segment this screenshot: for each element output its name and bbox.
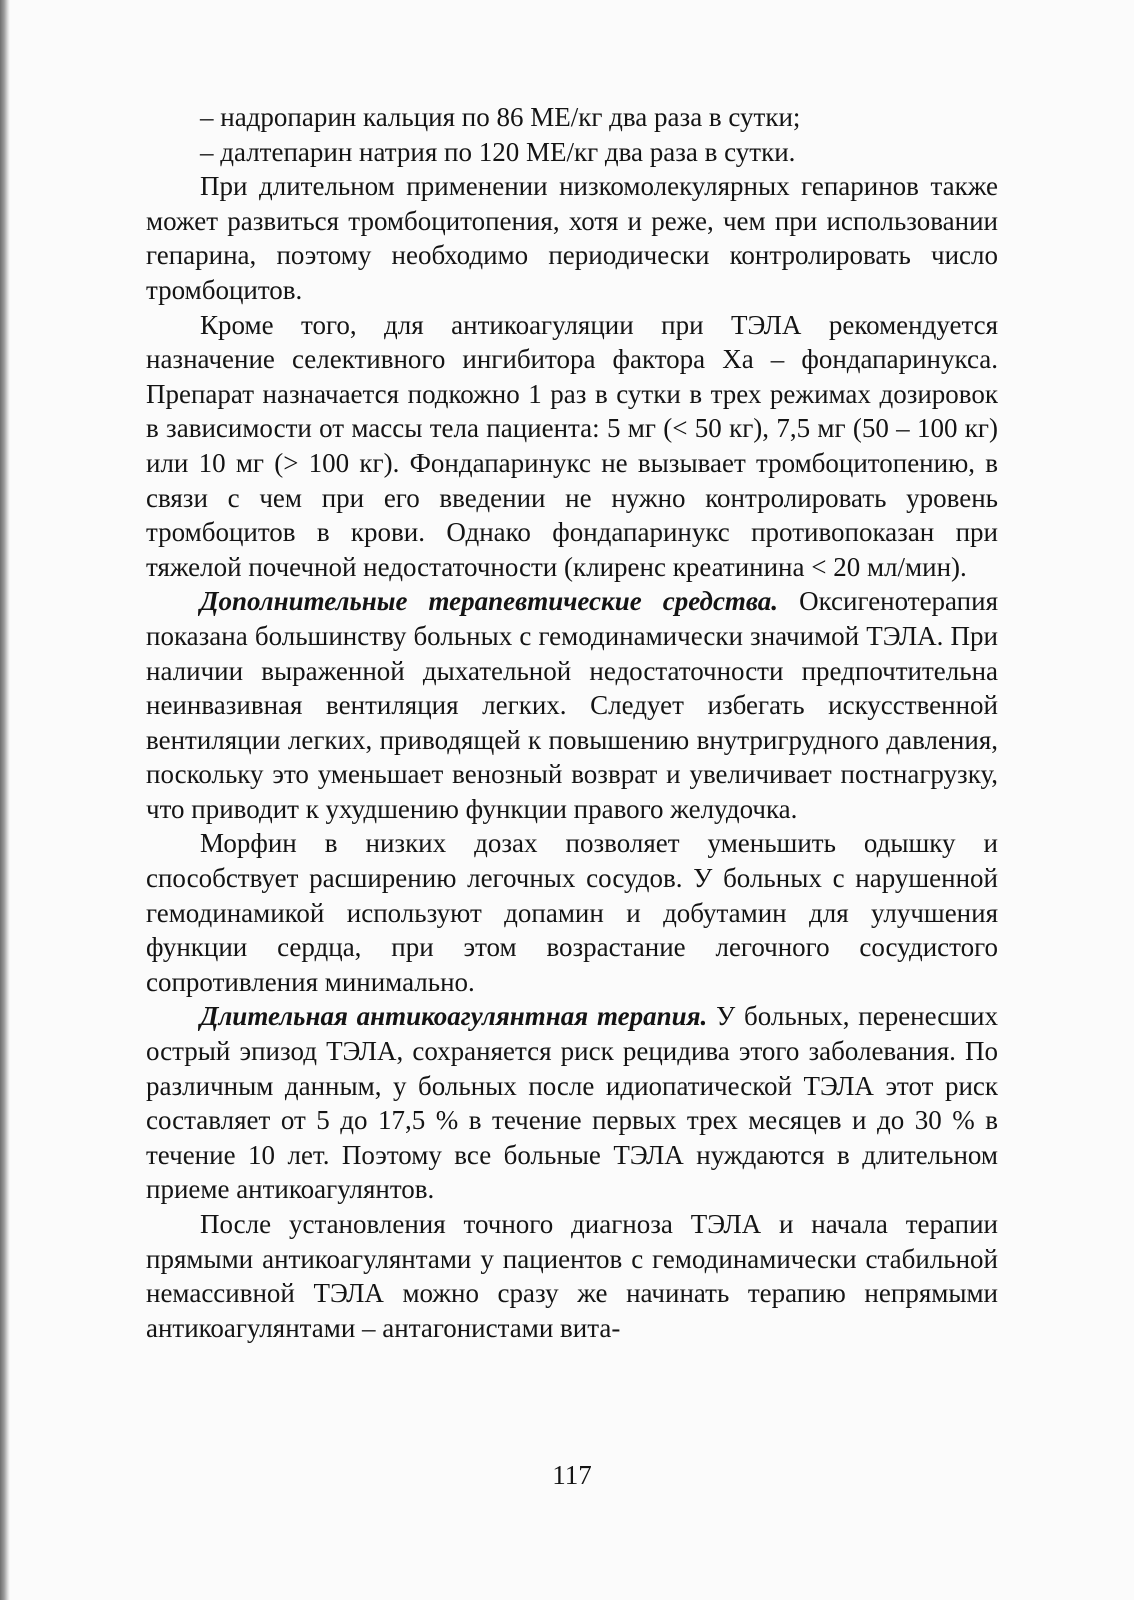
section-text-long-term-anticoagulation: У больных, перенесших острый эпизод ТЭЛА, сохраняется риск рецидива этого заболевания. По различным данным, у больных после идиопатической ТЭЛА этот риск составляет от 5 до 17,5 % в течение первых трех месяцев и до 30 % в течение 10 лет. Поэтому все больные ТЭЛА нуждаются в длительном приеме антикоагулянтов.: [146, 1001, 999, 1205]
paragraph-indirect-anticoagulants: После установления точного диагноза ТЭЛА и начала терапии прямыми антикоагулянтами у пациентов с гемодинамически стабильной немассивной ТЭЛА можно сразу же начинать терапию непрямыми антикоагулянтами – антагонистами вита-: [146, 1209, 998, 1343]
list-item-nadroparin: – надропарин кальция по 86 МЕ/кг два раза в сутки;: [200, 102, 801, 132]
main-text: [146, 100, 998, 1345]
section-heading-long-term-anticoagulation: Длительная антикоагулянтная терапия.: [200, 1001, 708, 1032]
page-number: 117: [552, 1460, 592, 1490]
section-text-additional-therapy: Оксигенотерапия показана большинству больных с гемодинамически значимой ТЭЛА. При наличии выраженной дыхательной недостаточности предпочтительна неинвазивная вентиляция легких. Следует избегать искусственной вентиляции легких, приводящей к повышению внутригрудного давления, поскольку это уменьшает венозный возврат и увеличивает постнагрузку, что приводит к ухудшению функции правого желудочка.: [146, 586, 998, 824]
paragraph-fondaparinux: Кроме того, для антикоагуляции при ТЭЛА рекомендуется назначение селективного ингибитора фактора Ха – фондапаринукса. Препарат назначается подкожно 1 раз в сутки в трех режимах дозировок в зависимости от массы тела пациента: 5 мг (< 50 кг), 7,5 мг (50 – 100 кг) или 10 мг (> 100 кг). Фондапаринукс не вызывает тромбоцитопению, в связи с чем при его введении не нужно контролировать уровень тромбоцитов в крови. Однако фондапаринукс противопоказан при тяжелой почечной недостаточности (клиренс креатинина < 20 мл/мин).: [146, 309, 998, 582]
list-item-dalteparin: – далтепарин натрия по 120 МЕ/кг два раза в сутки.: [200, 136, 796, 167]
section-heading-additional-therapy: Дополнительные терапевтические средства.: [200, 586, 779, 617]
paragraph-long-term-anticoagulation: [146, 999, 998, 1207]
paragraph-thrombocytopenia: При длительном применении низкомолекулярных гепаринов также может развиться тромбоцитопения, хотя и реже, чем при использовании гепарина, поэтому необходимо периодически контролировать число тромбоцитов.: [146, 171, 998, 305]
paragraph-morphine: Морфин в низких дозах позволяет уменьшить одышку и способствует расширению легочных сосудов. У больных с нарушенной гемодинамикой используют допамин и добутамин для улучшения функции сердца, при этом возрастание легочного сосудистого сопротивления минимально.: [146, 828, 998, 997]
page-binding-edge: [0, 0, 10, 1600]
paragraph-additional-therapy: [146, 584, 998, 826]
